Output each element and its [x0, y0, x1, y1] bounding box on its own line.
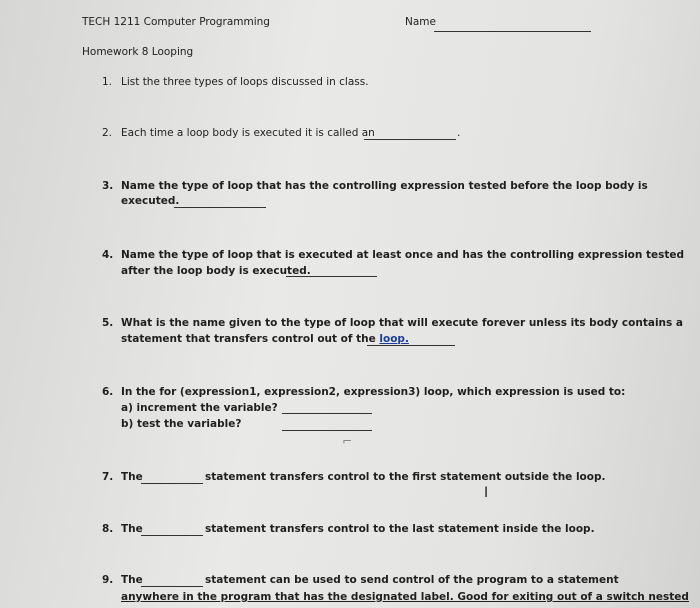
question-6-number: 6. — [102, 386, 114, 398]
question-3-blank — [174, 207, 266, 208]
assignment-title: Homework 8 Looping — [82, 46, 194, 58]
question-2-text: Each time a loop body is executed it is called an — [121, 127, 375, 139]
question-2-period: . — [457, 127, 461, 139]
question-8-prefix: The — [121, 523, 143, 535]
question-6-prefix: In the — [121, 386, 160, 398]
question-9-number: 9. — [102, 574, 114, 586]
question-6a: a) increment the variable? — [121, 402, 278, 414]
question-6a-blank — [282, 413, 372, 414]
question-7-prefix: The — [121, 471, 143, 483]
question-7-blank — [141, 483, 203, 484]
pencil-mark: ⌐ — [342, 434, 353, 448]
question-3-line1: Name the type of loop that has the controlling expression tested before the loop body is — [121, 180, 648, 192]
name-label: Name — [405, 16, 436, 28]
question-9-text: statement can be used to send control of the program to a statement — [205, 574, 619, 586]
question-8-number: 8. — [102, 523, 114, 535]
question-8-text: statement transfers control to the last statement inside the loop. — [205, 523, 595, 535]
question-3-line2: executed. — [121, 195, 180, 207]
question-3-number: 3. — [102, 180, 114, 192]
question-8-blank — [141, 535, 203, 536]
question-4-line2: after the loop body is executed. — [121, 265, 311, 277]
question-6b: b) test the variable? — [121, 418, 242, 430]
question-5-line2-text: statement that transfers control out of the — [121, 333, 376, 345]
question-7-number: 7. — [102, 471, 114, 483]
question-7-text: statement transfers control to the first statement outside the loop. — [205, 471, 606, 483]
question-4-line1: Name the type of loop that is executed at least once and has the controlling expression tested — [121, 249, 685, 261]
question-9-blank — [141, 586, 203, 587]
question-5-line1: What is the name given to the type of loop that will execute forever unless its body contains a — [121, 317, 684, 329]
question-5-loop-link: loop. — [379, 333, 409, 345]
question-2-number: 2. — [102, 127, 113, 139]
question-6b-blank — [282, 430, 372, 431]
question-5-blank — [367, 345, 455, 346]
question-4-number: 4. — [102, 249, 114, 261]
question-5-line2 — [121, 333, 409, 346]
question-6-text — [121, 386, 625, 399]
question-9-line2: anywhere in the program that has the designated label. Good for exiting out of a switch nested — [121, 591, 689, 603]
question-2-blank — [364, 139, 456, 140]
question-4-blank — [286, 276, 377, 277]
question-6-suffix: loop, which expression is used to: — [420, 386, 626, 398]
question-1-text: List the three types of loops discussed in class. — [121, 76, 369, 88]
question-6-for-expression: for (expression1, expression2, expression3) — [159, 386, 421, 398]
course-title: TECH 1211 Computer Programming — [82, 16, 270, 28]
name-line — [434, 31, 591, 32]
question-1-number: 1. — [102, 76, 113, 88]
question-9-prefix: The — [121, 574, 143, 586]
text-cursor-icon: I — [484, 485, 489, 501]
question-5-number: 5. — [102, 317, 114, 329]
